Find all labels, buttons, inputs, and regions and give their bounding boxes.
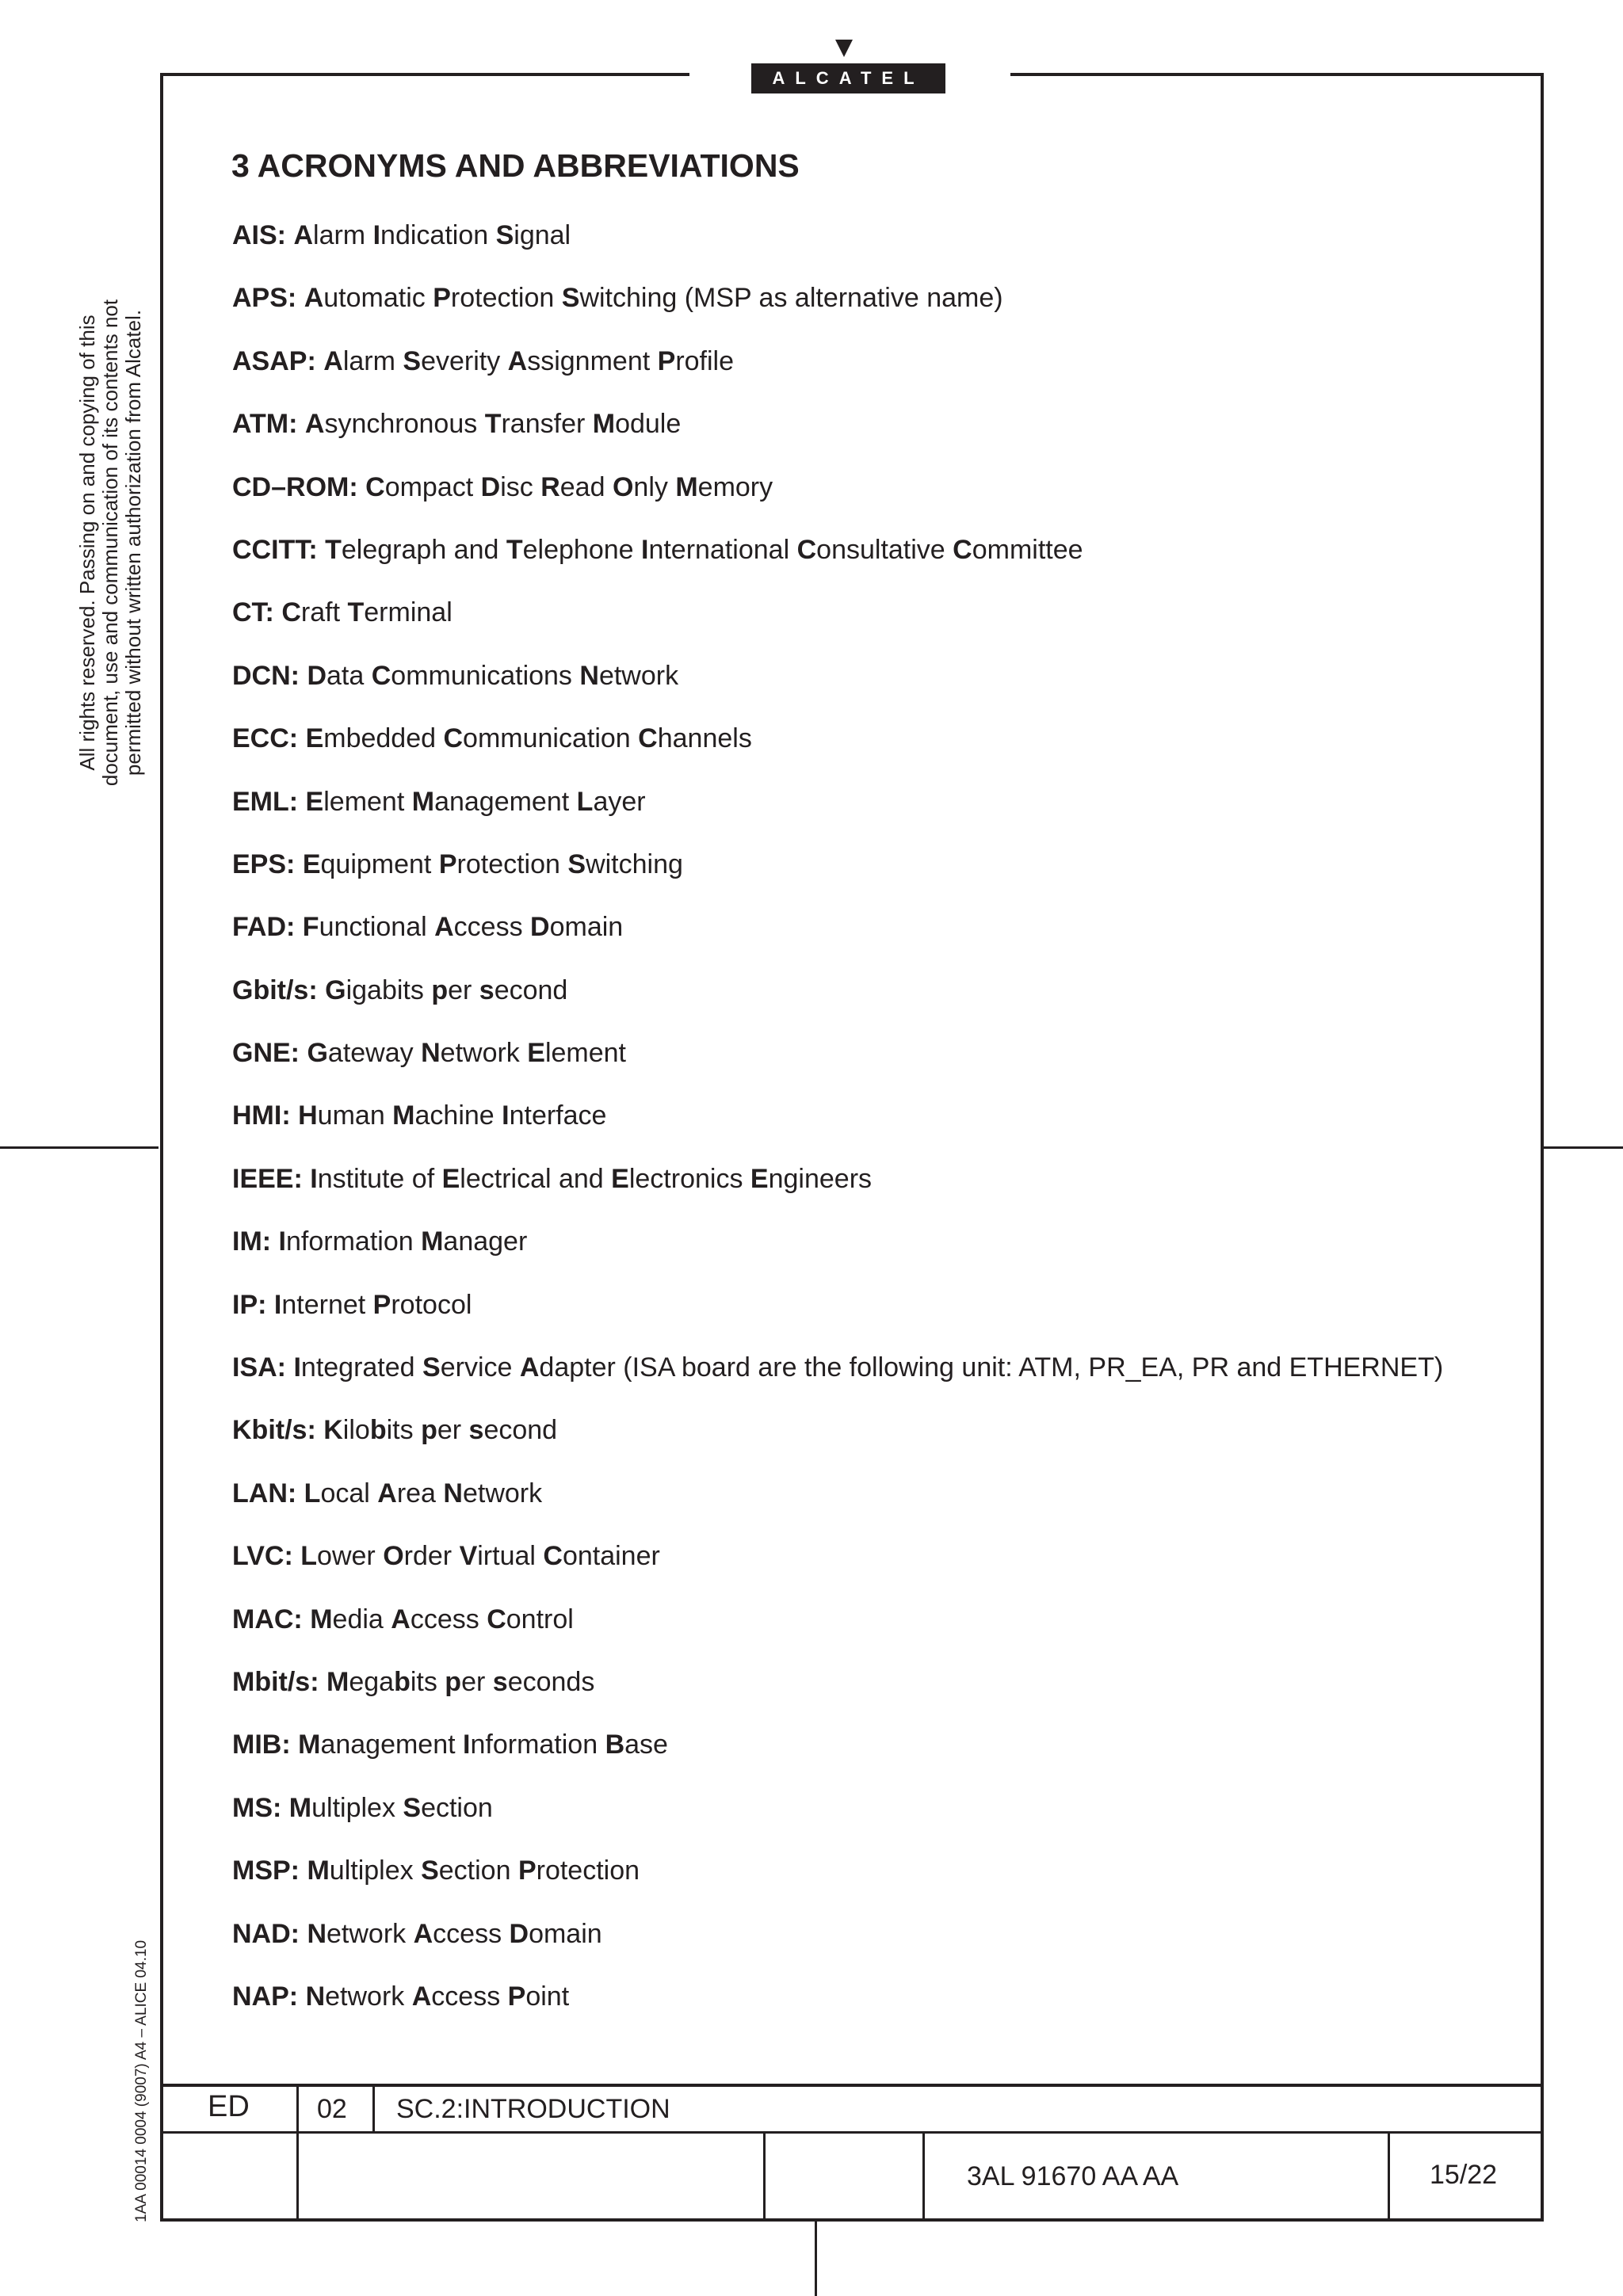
definition-initial: L <box>304 1478 321 1508</box>
definition-text: utomatic <box>323 283 433 314</box>
definition-initial: N <box>443 1478 463 1508</box>
definition-initial: K <box>323 1415 343 1446</box>
definition-text: hannels <box>657 723 752 754</box>
definition-text: nternational <box>648 534 797 565</box>
acronym-definition <box>281 597 452 627</box>
definition-text: ata <box>327 660 372 691</box>
definition-text: igabits <box>346 974 432 1005</box>
form-code: 1AA 00014 0004 (9007) A4 – ALICE 04.10 <box>133 1939 150 2222</box>
definition-initial: S <box>403 1792 422 1823</box>
definition-text: ransfer <box>501 409 593 440</box>
definition-initial: C <box>281 597 301 628</box>
acronym-definition <box>310 1604 574 1634</box>
definition-text: nterface <box>509 1100 607 1131</box>
acronym-definition <box>303 849 683 879</box>
definition-initial: N <box>305 1981 326 2012</box>
definition-text: irtual <box>477 1541 544 1572</box>
definition-text: etwork <box>462 1478 543 1508</box>
definition-text: edia <box>332 1604 391 1634</box>
page-number: 15/22 <box>1430 2160 1498 2190</box>
definition-initial: B <box>605 1730 625 1760</box>
definition-initial: L <box>300 1541 318 1572</box>
definition-text: ompact <box>384 471 481 502</box>
definition-text: ccess <box>433 1918 510 1949</box>
acronym-entry <box>232 907 1532 970</box>
acronym-definition <box>306 723 752 753</box>
definition-text: ultiplex <box>311 1792 403 1823</box>
definition-initial: I <box>310 1163 318 1194</box>
acronym-definition <box>323 346 734 376</box>
acronym-entry <box>232 1222 1532 1284</box>
definition-text: achine <box>414 1100 502 1131</box>
acronym-entry <box>232 215 1532 278</box>
definition-text: ilo <box>342 1415 370 1446</box>
definition-initial: P <box>507 1981 526 2012</box>
definition-text: witching <box>586 849 683 879</box>
acronym-entry <box>232 845 1532 907</box>
acronym-definition <box>325 975 567 1005</box>
acronym-term: LVC: <box>232 1541 293 1572</box>
definition-text: ontainer <box>562 1541 660 1572</box>
definition-text: mbedded <box>323 723 444 754</box>
acronym-term: Mbit/s: <box>232 1666 319 1697</box>
title-block-div-3 <box>763 2131 766 2220</box>
definition-text: erminal <box>364 597 453 628</box>
definition-initial: T <box>347 597 365 628</box>
definition-text: er <box>437 1415 469 1446</box>
acronym-entry <box>232 1914 1532 1977</box>
definition-initial: P <box>438 849 457 879</box>
section-title: 3 ACRONYMS AND ABBREVIATIONS <box>231 147 800 184</box>
definition-initial: s <box>492 1666 508 1697</box>
acronym-definition <box>307 1919 601 1949</box>
definition-initial: D <box>307 660 327 691</box>
definition-initial: C <box>953 534 972 565</box>
acronym-entry <box>232 341 1532 404</box>
definition-text: larm <box>313 220 373 250</box>
document-number: 3AL 91670 AA AA <box>967 2161 1179 2191</box>
definition-text: unctional <box>319 912 435 943</box>
definition-initial: P <box>433 283 451 314</box>
acronym-term: MS: <box>232 1792 282 1823</box>
definition-text: etwork <box>440 1038 528 1069</box>
definition-text: ccess <box>431 1981 508 2012</box>
definition-text: ommunications <box>391 660 580 691</box>
acronym-entry <box>232 1725 1532 1787</box>
acronym-term: Gbit/s: <box>232 974 318 1005</box>
definition-initial: M <box>327 1666 349 1697</box>
definition-initial: C <box>487 1604 506 1634</box>
definition-text: econd <box>494 974 568 1005</box>
acronym-term: DCN: <box>232 660 300 691</box>
definition-text: econd <box>483 1415 558 1446</box>
acronym-definition <box>307 1855 640 1886</box>
acronym-definition <box>307 1038 626 1068</box>
definition-initial: I <box>502 1100 510 1131</box>
acronym-entry <box>232 593 1532 655</box>
definition-text: rotection <box>536 1855 640 1886</box>
acronym-entry <box>232 278 1532 341</box>
definition-text: ngineers <box>768 1163 873 1194</box>
definition-text: rofile <box>675 345 735 376</box>
definition-initial: A <box>323 345 343 376</box>
acronym-definition <box>274 1290 472 1320</box>
definition-initial: C <box>543 1541 563 1572</box>
copyright-notice: All rights reserved. Passing on and copying of this document, use and communication of its contents not permitted without written authorization from Alcatel. <box>75 299 145 787</box>
title-block-mid <box>160 2131 1544 2134</box>
acronym-entry <box>232 1348 1532 1410</box>
acronym-definition <box>307 661 678 691</box>
acronym-term: NAD: <box>232 1918 300 1949</box>
definition-initial: M <box>411 786 435 817</box>
definition-initial: G <box>325 974 346 1005</box>
acronym-term: GNE: <box>232 1038 300 1069</box>
alcatel-logo <box>751 40 945 95</box>
definition-text: emory <box>697 471 773 502</box>
definition-text: anager <box>443 1226 528 1257</box>
acronym-term: CCITT: <box>232 534 318 565</box>
definition-initial: D <box>530 912 550 943</box>
definition-initial: P <box>657 345 676 376</box>
definition-text: etwork <box>325 1981 412 2012</box>
definition-text: rotection <box>456 849 568 879</box>
acronym-term: HMI: <box>232 1100 291 1131</box>
acronym-definition <box>300 1541 660 1571</box>
definition-text: ervice <box>440 1352 520 1383</box>
definition-initial: S <box>561 283 580 314</box>
definition-text: ateway <box>327 1038 422 1069</box>
definition-initial: A <box>507 345 528 376</box>
frame-top-left <box>160 73 689 76</box>
definition-text: nformation <box>286 1226 422 1257</box>
definition-text: odule <box>615 409 682 440</box>
definition-text: ignal <box>514 220 571 250</box>
definition-initial: V <box>459 1541 478 1572</box>
definition-text: rotection <box>450 283 562 314</box>
definition-initial: M <box>392 1100 415 1131</box>
section-name: SC.2:INTRODUCTION <box>396 2094 670 2124</box>
definition-text: econds <box>507 1666 595 1697</box>
definition-initial: M <box>421 1226 444 1257</box>
title-block-div-1 <box>296 2084 299 2220</box>
acronym-definition <box>327 1667 594 1697</box>
acronym-entry <box>232 1159 1532 1222</box>
definition-initial: E <box>527 1038 545 1069</box>
definition-initial: E <box>441 1163 460 1194</box>
definition-text: ommittee <box>972 534 1083 565</box>
definition-text: nformation <box>470 1730 605 1760</box>
definition-initial: A <box>519 1352 540 1383</box>
definition-initial: A <box>413 1918 433 1949</box>
acronym-term: IP: <box>232 1289 267 1320</box>
definition-text: omain <box>529 1918 602 1949</box>
definition-initial: T <box>484 409 502 440</box>
acronym-definition <box>306 787 646 817</box>
definition-text: ssignment <box>527 345 658 376</box>
definition-text: etwork <box>598 660 679 691</box>
acronym-definition <box>293 1352 1443 1383</box>
definition-initial: E <box>750 1163 769 1194</box>
acronym-entry <box>232 404 1532 467</box>
definition-text: its <box>386 1415 422 1446</box>
acronym-definition <box>298 1100 606 1131</box>
definition-initial: S <box>403 345 422 376</box>
acronym-term: AIS: <box>232 220 286 250</box>
definition-initial: I <box>293 1352 301 1383</box>
definition-text: ndication <box>380 220 496 250</box>
acronym-term: NAP: <box>232 1981 299 2012</box>
definition-initial: C <box>796 534 817 565</box>
definition-initial: b <box>369 1415 387 1446</box>
definition-text: lement <box>323 786 412 817</box>
acronym-entry <box>232 530 1532 593</box>
acronym-definition <box>298 1730 668 1760</box>
definition-initial: M <box>592 409 616 440</box>
definition-initial: A <box>434 912 454 943</box>
definition-initial: L <box>576 786 594 817</box>
acronym-definition <box>289 1793 493 1823</box>
acronym-term: EML: <box>232 786 299 817</box>
fold-mark-right <box>1544 1146 1623 1149</box>
definition-initial: b <box>394 1666 411 1697</box>
definition-initial: O <box>612 471 634 502</box>
definition-initial: R <box>540 471 560 502</box>
definition-initial: s <box>468 1415 484 1446</box>
definition-initial: I <box>641 534 649 565</box>
acronym-term: MSP: <box>232 1855 300 1886</box>
definition-initial: P <box>517 1855 537 1886</box>
definition-text: its <box>410 1666 445 1697</box>
definition-initial: E <box>302 849 321 879</box>
title-block-div-5 <box>1388 2131 1390 2220</box>
definition-text: witching (MSP as alternative name) <box>579 283 1003 314</box>
definition-initial: E <box>611 1163 629 1194</box>
fold-mark-left <box>0 1146 158 1149</box>
definition-text: rder <box>403 1541 460 1572</box>
title-block-bottom <box>160 2218 1544 2222</box>
acronym-definition <box>323 1415 557 1445</box>
acronym-definition <box>304 1478 542 1508</box>
definition-text: ase <box>624 1730 668 1760</box>
definition-initial: P <box>372 1289 391 1320</box>
definition-text: nstitute of <box>317 1163 442 1194</box>
definition-initial: A <box>304 283 324 314</box>
definition-text: ommunication <box>463 723 639 754</box>
frame-left <box>160 73 163 2222</box>
definition-text: omain <box>549 912 624 943</box>
definition-text: anagement <box>320 1730 464 1760</box>
definition-text: ultiplex <box>329 1855 422 1886</box>
definition-initial: M <box>298 1730 321 1760</box>
definition-text: elephone <box>522 534 641 565</box>
acronym-term: EPS: <box>232 849 296 879</box>
definition-initial: O <box>383 1541 404 1572</box>
acronym-definition <box>310 1164 872 1194</box>
edition-label: ED <box>208 2090 250 2123</box>
acronym-definition <box>279 1226 528 1257</box>
definition-initial: p <box>431 974 449 1005</box>
acronym-entry <box>232 1851 1532 1913</box>
definition-initial: A <box>391 1604 411 1634</box>
acronym-term: ASAP: <box>232 345 316 376</box>
definition-text: ead <box>559 471 613 502</box>
definition-initial: D <box>509 1918 529 1949</box>
definition-initial: M <box>288 1792 312 1823</box>
acronym-entry <box>232 971 1532 1033</box>
acronym-definition <box>305 409 681 439</box>
acronym-term: IEEE: <box>232 1163 303 1194</box>
definition-initial: A <box>411 1981 432 2012</box>
acronym-entry <box>232 1977 1532 2039</box>
definition-text: oint <box>525 1981 570 2012</box>
definition-text: elegraph and <box>341 534 506 565</box>
acronym-term: IM: <box>232 1226 272 1257</box>
definition-initial: T <box>506 534 523 565</box>
definition-initial: I <box>278 1226 286 1257</box>
definition-initial: C <box>371 660 391 691</box>
acronym-definition <box>303 912 623 942</box>
logo-wordmark: ALCATEL <box>751 63 945 93</box>
definition-text: everity <box>421 345 508 376</box>
acronym-term: CD–ROM: <box>232 471 358 502</box>
definition-initial: H <box>298 1100 318 1131</box>
acronym-term: Kbit/s: <box>232 1415 316 1446</box>
definition-text: rea <box>396 1478 444 1508</box>
definition-text: ocal <box>320 1478 378 1508</box>
acronym-entry <box>232 1600 1532 1662</box>
definition-text: ayer <box>593 786 646 817</box>
definition-initial: I <box>372 220 381 250</box>
definition-initial: S <box>495 220 514 250</box>
definition-text: ccess <box>453 912 531 943</box>
definition-text: dapter (ISA board are the following unit: ATM, PR_EA, PR and ETHERNET) <box>539 1352 1444 1383</box>
definition-text: onsultative <box>816 534 953 565</box>
acronym-term: ATM: <box>232 409 298 440</box>
acronym-term: ECC: <box>232 723 299 754</box>
definition-text: uman <box>317 1100 393 1131</box>
definition-text: ntegrated <box>300 1352 423 1383</box>
definition-text: etwork <box>327 1918 414 1949</box>
acronym-entry <box>232 1096 1532 1158</box>
acronym-entry <box>232 1410 1532 1473</box>
definition-initial: S <box>422 1352 441 1383</box>
definition-text: isc <box>500 471 541 502</box>
definition-initial: M <box>307 1855 330 1886</box>
definition-initial: T <box>325 534 342 565</box>
acronym-list <box>232 215 1532 2039</box>
definition-text: synchronous <box>324 409 485 440</box>
definition-text: ccess <box>410 1604 487 1634</box>
definition-initial: p <box>421 1415 437 1446</box>
definition-text: ower <box>317 1541 384 1572</box>
logo-triangle-icon <box>835 40 853 57</box>
acronym-definition <box>293 220 571 250</box>
acronym-term: APS: <box>232 283 297 314</box>
acronym-term: ISA: <box>232 1352 286 1383</box>
center-tick-bottom <box>815 2220 817 2296</box>
acronym-term: MAC: <box>232 1604 303 1634</box>
definition-initial: E <box>305 786 324 817</box>
title-block-top <box>160 2084 1544 2087</box>
definition-initial: G <box>307 1038 328 1069</box>
definition-initial: s <box>479 974 495 1005</box>
acronym-entry <box>232 1788 1532 1851</box>
definition-initial: I <box>273 1289 282 1320</box>
definition-initial: E <box>305 723 324 754</box>
definition-initial: F <box>302 912 319 943</box>
definition-text: ega <box>349 1666 395 1697</box>
definition-text: ection <box>438 1855 518 1886</box>
edition-value: 02 <box>317 2094 347 2124</box>
acronym-entry <box>232 467 1532 530</box>
definition-text: anagement <box>434 786 577 817</box>
definition-text: ection <box>421 1792 493 1823</box>
definition-initial: N <box>421 1038 441 1069</box>
definition-initial: N <box>579 660 599 691</box>
acronym-definition <box>306 1981 570 2012</box>
definition-text: ontrol <box>506 1604 574 1634</box>
definition-initial: M <box>310 1604 333 1634</box>
acronym-term: FAD: <box>232 912 296 943</box>
definition-text: raft <box>300 597 348 628</box>
acronym-entry <box>232 1033 1532 1096</box>
definition-initial: C <box>365 471 385 502</box>
definition-text: lectrical and <box>460 1163 612 1194</box>
acronym-term: CT: <box>232 597 274 628</box>
acronym-entry <box>232 1285 1532 1348</box>
definition-initial: A <box>377 1478 397 1508</box>
definition-text: quipment <box>320 849 439 879</box>
definition-initial: M <box>675 471 698 502</box>
title-block-div-4 <box>922 2131 925 2220</box>
title-block-div-2 <box>372 2084 375 2133</box>
definition-initial: S <box>567 849 586 879</box>
definition-initial: D <box>480 471 501 502</box>
definition-initial: p <box>445 1666 462 1697</box>
acronym-entry <box>232 719 1532 781</box>
definition-initial: A <box>293 220 314 250</box>
definition-initial: I <box>463 1730 471 1760</box>
definition-initial: A <box>304 409 325 440</box>
definition-text: lement <box>544 1038 626 1069</box>
definition-text: larm <box>342 345 403 376</box>
acronym-term: LAN: <box>232 1478 297 1508</box>
definition-text: er <box>448 974 479 1005</box>
acronym-entry <box>232 1662 1532 1725</box>
acronym-entry <box>232 656 1532 719</box>
acronym-entry <box>232 1536 1532 1599</box>
acronym-term: MIB: <box>232 1730 291 1760</box>
definition-text: rotocol <box>391 1289 472 1320</box>
acronym-definition <box>325 535 1083 565</box>
definition-initial: S <box>421 1855 439 1886</box>
definition-text: nternet <box>281 1289 373 1320</box>
acronym-definition <box>304 283 1003 313</box>
acronym-entry <box>232 1474 1532 1536</box>
definition-initial: N <box>307 1918 327 1949</box>
acronym-entry <box>232 782 1532 845</box>
definition-text: er <box>461 1666 493 1697</box>
definition-text: nly <box>633 471 676 502</box>
definition-initial: C <box>443 723 464 754</box>
acronym-definition <box>365 472 773 502</box>
definition-initial: C <box>638 723 658 754</box>
frame-top-right <box>1010 73 1544 76</box>
definition-text: lectronics <box>628 1163 750 1194</box>
